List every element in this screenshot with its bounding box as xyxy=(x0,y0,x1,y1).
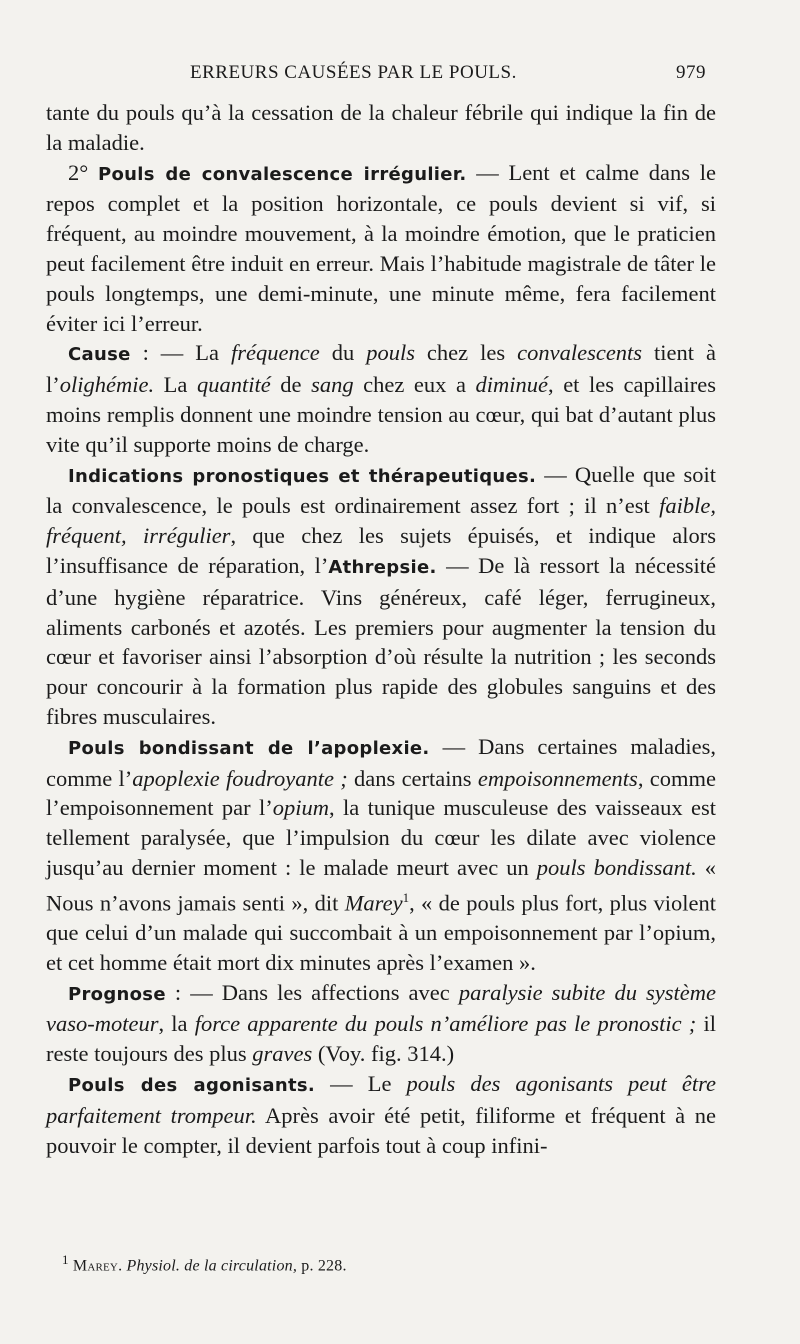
italic-run: pouls des agonisants peut être parfaitement trompeur. xyxy=(46,1071,716,1128)
page-body xyxy=(46,98,716,1160)
section-heading: Indications pronostiques et thérapeutiques. xyxy=(68,465,537,487)
bold-term: Athrepsie. xyxy=(328,556,437,578)
paragraph-continuation xyxy=(46,98,716,158)
text-run: dans certains xyxy=(347,765,478,791)
italic-run: quantité xyxy=(196,372,271,398)
italic-run: olighémie. xyxy=(59,372,155,398)
text-run: : — Dans les affections avec xyxy=(165,979,459,1005)
footnote-number: 1 xyxy=(62,1252,69,1267)
text-run: du xyxy=(319,340,367,366)
text-run: chez eux a xyxy=(353,372,476,398)
running-header xyxy=(0,62,800,88)
paragraph-prognose xyxy=(46,978,716,1069)
text-run: La xyxy=(154,372,197,398)
text-run: il reste toujours des plus xyxy=(46,1011,716,1067)
section-heading: Pouls de convalescence irrégulier. xyxy=(97,163,467,185)
footnote xyxy=(62,1252,347,1275)
italic-run: graves xyxy=(252,1041,313,1067)
italic-run: fréquence xyxy=(231,340,320,366)
italic-run: pouls bondissant. xyxy=(536,854,697,880)
text-run: — De là ressort la nécessité d’une hygiène réparatrice. Vins généreux, café léger, ferrugineux, aliments carbonés et azotés. Les premiers pour augmenter la tension du cœur et favoriser ainsi l’absorption d’où résulte la nutrition ; les seconds pour concourir à la formation plus rapide des globules sanguins et des fibres musculaires. xyxy=(46,552,716,729)
italic-run: apoplexie foudroyante ; xyxy=(132,765,348,791)
paragraph-cause xyxy=(46,338,716,459)
footnote-marker: 1 xyxy=(402,889,410,905)
italic-run: empoisonnements xyxy=(477,765,638,791)
italic-run: opium xyxy=(272,795,329,821)
italic-run: force apparente du pouls n’améliore pas le pronostic ; xyxy=(194,1011,697,1037)
italic-run: paralysie subite du système vaso-moteur xyxy=(46,979,716,1037)
text-run: « Nous n’avons jamais senti », dit xyxy=(46,854,716,916)
text-run: tient à l’ xyxy=(46,340,716,398)
footnote-title: Physiol. de la circulation, xyxy=(126,1257,298,1275)
italic-run: diminué xyxy=(475,372,549,398)
page-number: 979 xyxy=(676,62,706,83)
text-run: , la tunique musculeuse des vaisseaux est tellement paralysée, que l’impulsion du cœur les dilate avec violence jusqu’au dernier moment : le malade meurt avec un xyxy=(46,795,716,880)
paragraph-agonisants xyxy=(46,1069,716,1160)
paragraph-indications xyxy=(46,460,716,732)
text-run: , comme l’empoisonnement par l’ xyxy=(46,765,716,821)
italic-run: convalescents xyxy=(517,340,643,366)
text-run: — Le xyxy=(315,1071,407,1096)
paragraph-convalescence xyxy=(46,158,716,339)
section-number: 2° xyxy=(68,159,89,185)
text-run: chez les xyxy=(414,340,518,366)
text-run: de xyxy=(270,372,312,398)
text-run: — Dans certaines maladies, comme l’ xyxy=(46,733,716,791)
text-run: , et les capillaires moins remplis donnent une moindre tension au cœur, qui bat d’autant plus vite qu’il supporte moins de charge. xyxy=(46,372,716,457)
running-title: ERREURS CAUSÉES PAR LE POULS. xyxy=(190,62,517,83)
section-heading: Cause xyxy=(68,344,131,366)
italic-run: faible, fréquent, irrégulier xyxy=(46,493,716,549)
italic-run: Marey xyxy=(344,890,403,916)
paragraph-text: — Lent et calme dans le repos complet et la position horizontale, ce pouls devient si vif, si fréquent, au moindre mouvement, à la moindre émotion, que le praticien peut facilement être induit en erreur. Mais l’habitude magistrale de tâter le pouls longtemps, une demi-minute, une minute même, fera facilement éviter ici l’erreur. xyxy=(46,159,716,336)
text-run: : — La xyxy=(130,340,231,366)
section-heading: Pouls bondissant de l’apoplexie. xyxy=(68,737,430,759)
paragraph-text: tante du pouls qu’à la cessation de la chaleur fébrile qui indique la fin de la maladie. xyxy=(46,100,716,155)
section-heading: Prognose xyxy=(68,983,166,1005)
text-run: , « de pouls plus fort, plus violent que celui d’un malade qui succombait à un empoisonnement par l’opium, et cet homme était mort dix minutes après l’examen ». xyxy=(46,890,716,975)
paragraph-apoplexie xyxy=(46,732,716,978)
text-run: — Quelle que soit la convalescence, le pouls est ordinairement assez fort ; il n’est xyxy=(46,461,716,519)
section-heading: Pouls des agonisants. xyxy=(68,1075,316,1096)
footnote-author: Marey. xyxy=(72,1257,123,1275)
text-run: , que chez les sujets épuisés, et indique alors l’insuffisance de réparation, l’ xyxy=(46,523,716,578)
italic-run: sang xyxy=(311,372,354,398)
footnote-page: p. 228. xyxy=(297,1257,347,1275)
text-run: Après avoir été petit, filiforme et fréquent à ne pouvoir le compter, il devient parfois tout à coup infini- xyxy=(46,1102,717,1158)
text-run: , la xyxy=(158,1011,195,1037)
text-run: (Voy. fig. 314.) xyxy=(312,1041,455,1067)
italic-run: pouls xyxy=(366,340,415,366)
